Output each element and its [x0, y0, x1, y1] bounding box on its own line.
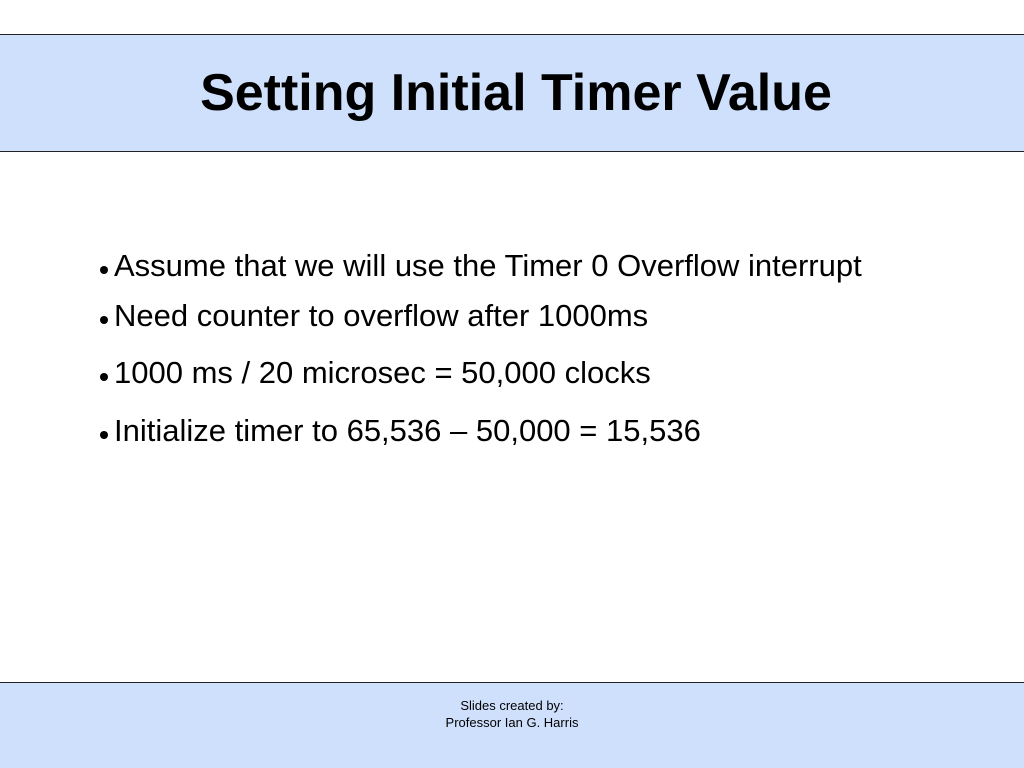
bullet-text: Need counter to overflow after 1000ms [114, 298, 649, 333]
bullet-item [100, 296, 862, 336]
slide-title: Setting Initial Timer Value [200, 64, 832, 122]
bullet-dot-icon [100, 266, 108, 274]
bullet-dot-icon [100, 316, 108, 324]
bullet-dot-icon [100, 431, 108, 439]
bullet-text: 1000 ms / 20 microsec = 50,000 clocks [114, 355, 651, 390]
bullet-list [100, 246, 862, 451]
bullet-item [100, 411, 862, 451]
bullet-text: Initialize timer to 65,536 – 50,000 = 15,536 [114, 413, 701, 448]
footer-line-2: Professor Ian G. Harris [445, 715, 579, 730]
bullet-item [100, 246, 862, 286]
footer-line-1: Slides created by: [460, 698, 564, 713]
title-band [0, 34, 1024, 152]
bullet-text: Assume that we will use the Timer 0 Overflow interrupt [114, 248, 862, 283]
footer-credit [0, 697, 1024, 731]
bullet-item [100, 353, 862, 393]
footer-band [0, 682, 1024, 768]
bullet-dot-icon [100, 373, 108, 381]
